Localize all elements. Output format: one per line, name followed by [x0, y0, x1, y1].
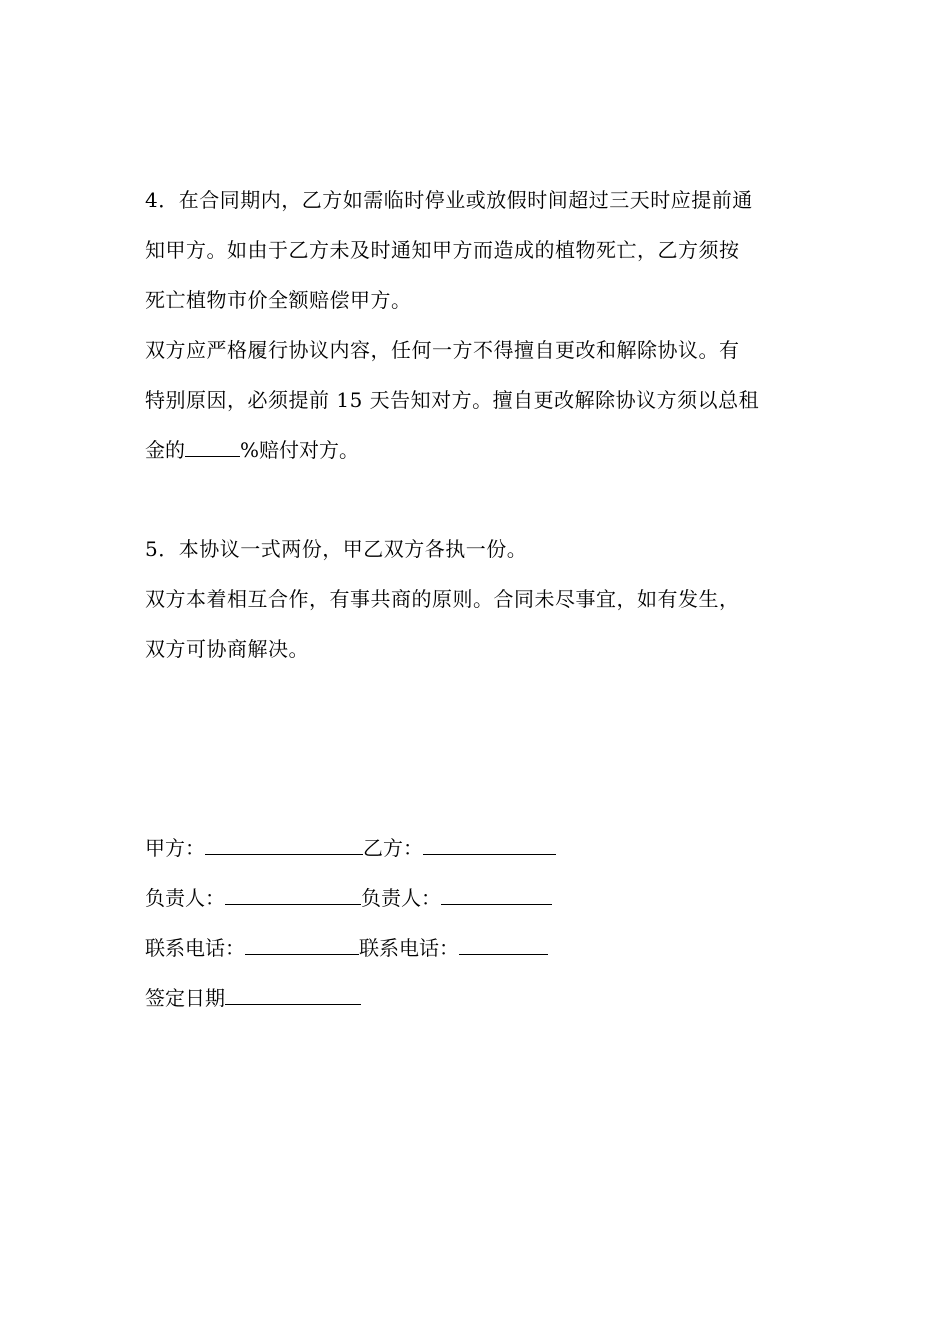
clause-4-line-1: 4．在合同期内，乙方如需临时停业或放假时间超过三天时应提前通 [145, 188, 753, 212]
clause-4-line-3: 死亡植物市价全额赔偿甲方。 [145, 288, 412, 312]
phone-b-blank[interactable] [459, 934, 548, 955]
phone-row [145, 933, 548, 963]
phone-a-label: 联系电话： [145, 936, 245, 960]
clause-4-line-2: 知甲方。如由于乙方未及时通知甲方而造成的植物死亡，乙方须按 [145, 238, 740, 262]
date-label: 签定日期 [145, 986, 225, 1010]
party-a-blank[interactable] [205, 834, 363, 855]
party-b-label: 乙方： [363, 836, 423, 860]
phone-a-blank[interactable] [245, 934, 359, 955]
clause-5-line-3: 双方可协商解决。 [145, 637, 309, 661]
owner-a-label: 负责人： [145, 886, 225, 910]
party-row [145, 833, 556, 863]
clause-4-line-5: 特别原因，必须提前 15 天告知对方。擅自更改解除协议方须以总租 [145, 388, 760, 412]
owner-row [145, 883, 552, 913]
date-blank[interactable] [225, 984, 361, 1005]
date-row [145, 983, 361, 1013]
clause-4-line-6-prefix: 金的 [145, 438, 185, 462]
clause-5-line-2: 双方本着相互合作，有事共商的原则。合同未尽事宜，如有发生， [145, 587, 740, 611]
clause-4-line-4: 双方应严格履行协议内容，任何一方不得擅自更改和解除协议。有 [145, 338, 740, 362]
clause-5-line-1: 5．本协议一式两份，甲乙双方各执一份。 [145, 537, 528, 561]
party-a-label: 甲方： [145, 836, 205, 860]
penalty-percent-blank[interactable] [185, 436, 240, 457]
party-b-blank[interactable] [423, 834, 556, 855]
owner-b-blank[interactable] [441, 884, 552, 905]
phone-b-label: 联系电话： [359, 936, 459, 960]
owner-b-label: 负责人： [361, 886, 441, 910]
owner-a-blank[interactable] [225, 884, 361, 905]
clause-4-line-6 [145, 435, 359, 465]
clause-4-line-6-suffix: %赔付对方。 [240, 438, 360, 462]
